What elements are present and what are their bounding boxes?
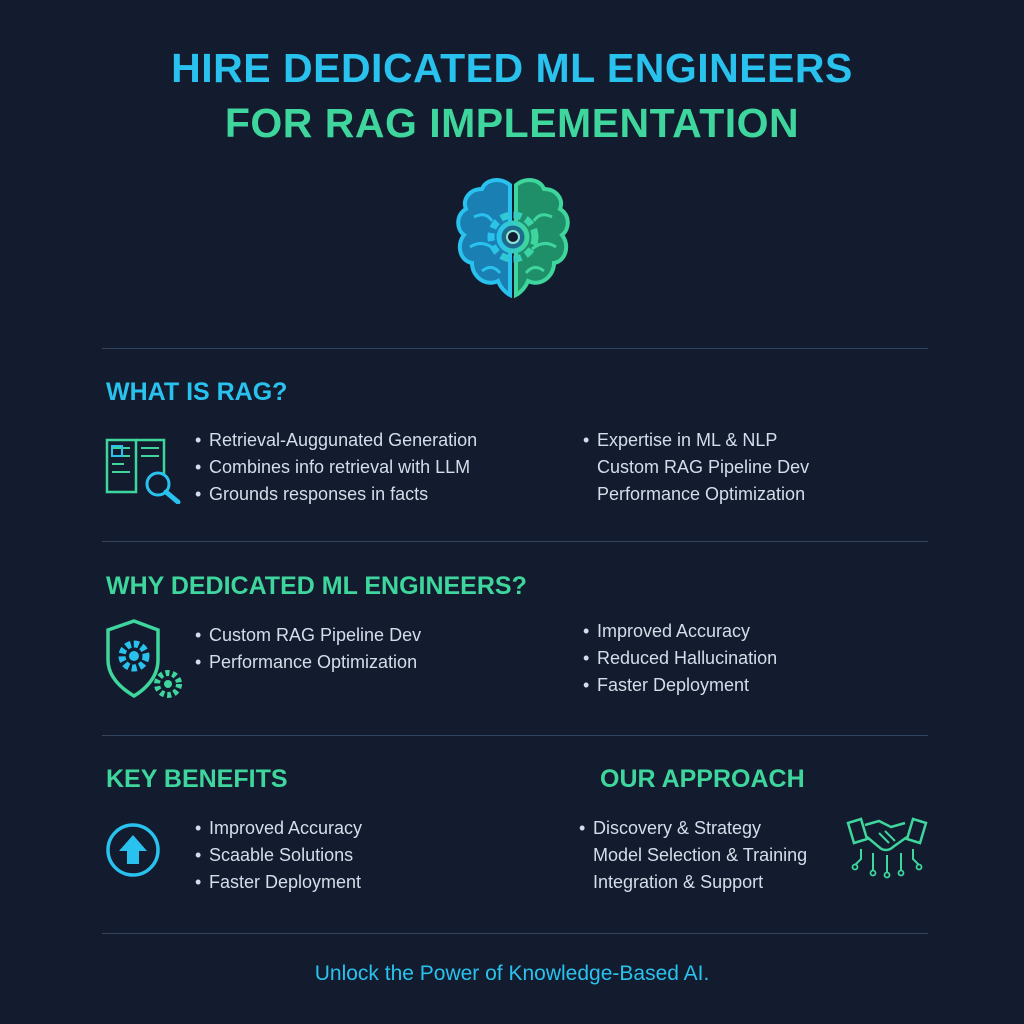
- page-title-line-2: FOR RAG IMPLEMENTATION: [224, 100, 800, 146]
- list-item: Performance Optimization: [597, 484, 806, 504]
- list-item: • Expertise in ML & NLP: [581, 427, 809, 454]
- list-item: • Performance Optimization: [193, 649, 421, 676]
- book-magnifier-icon: [104, 434, 184, 504]
- list-item: • Retrieval-Auggunated Generation: [193, 427, 477, 454]
- what-is-rag-list-left: [193, 427, 477, 508]
- footer-tagline: Unlock the Power of Knowledge-Based AI.: [314, 962, 710, 985]
- list-item: • Improved Accuracy: [193, 815, 362, 842]
- divider-4: [102, 933, 928, 934]
- list-item: Integration & Support: [593, 872, 764, 892]
- brain-gear-icon: [452, 177, 574, 301]
- our-approach-list: [577, 815, 807, 896]
- why-dedicated-list-right: [581, 618, 777, 699]
- section-heading-why-dedicated: WHY DEDICATED ML ENGINEERS?: [106, 572, 527, 600]
- why-dedicated-list-left: [193, 622, 421, 676]
- list-item: • Reduced Hallucination: [581, 645, 777, 672]
- list-item: • Combines info retrieval with LLM: [193, 454, 477, 481]
- list-item: • Custom RAG Pipeline Dev: [193, 622, 421, 649]
- shield-gears-icon: [104, 618, 188, 704]
- list-item: • Faster Deployment: [193, 869, 362, 896]
- page-title-line-1: HIRE DEDICATED ML ENGINEERS: [171, 45, 853, 91]
- section-heading-what-is-rag: WHAT IS RAG?: [106, 378, 288, 406]
- up-arrow-circle-icon: [105, 822, 161, 878]
- list-item: • Improved Accuracy: [581, 618, 777, 645]
- key-benefits-list: [193, 815, 362, 896]
- section-heading-our-approach: OUR APPROACH: [600, 765, 805, 793]
- list-item: Model Selection & Training: [593, 845, 808, 865]
- section-heading-key-benefits: KEY BENEFITS: [106, 765, 288, 793]
- what-is-rag-list-right: [581, 427, 809, 508]
- list-item: Custom RAG Pipeline Dev: [597, 457, 810, 477]
- list-item: • Scaable Solutions: [193, 842, 362, 869]
- list-item: • Faster Deployment: [581, 672, 777, 699]
- list-item: • Discovery & Strategy: [577, 815, 807, 842]
- divider-3: [102, 735, 928, 736]
- divider-1: [102, 348, 928, 349]
- handshake-circuit-icon: [845, 815, 929, 879]
- divider-2: [102, 541, 928, 542]
- list-item: • Grounds responses in facts: [193, 481, 477, 508]
